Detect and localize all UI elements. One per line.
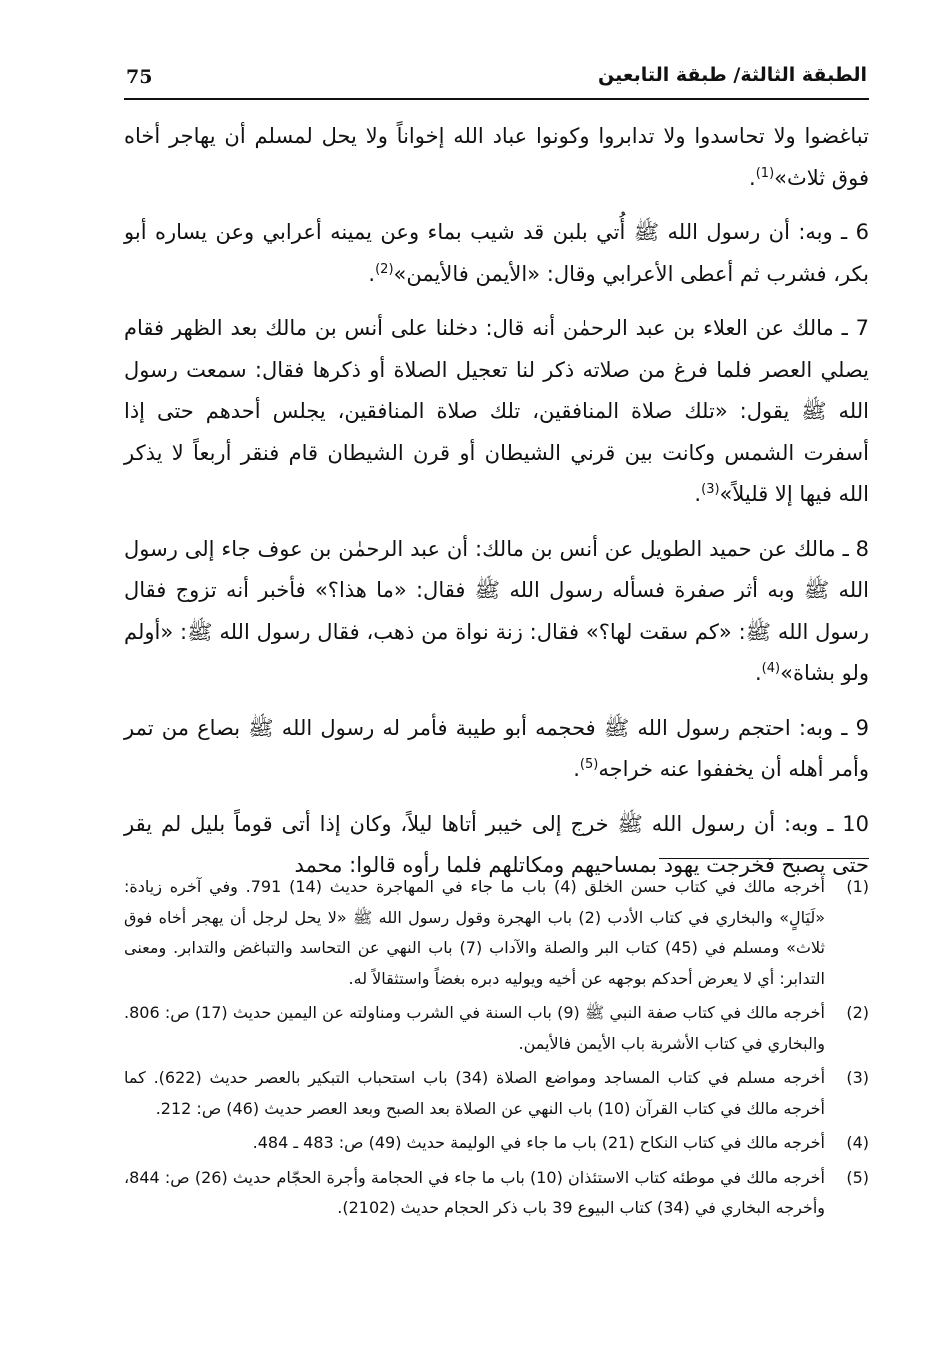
footnote <box>124 872 869 994</box>
footnote-text: أخرجه مالك في كتاب صفة النبي ﷺ (9) باب السنة في الشرب ومناولته عن اليمين حديث (17) ص: 806. والبخاري في كتاب الأشربة باب الأيمن فالأيمن. <box>124 1003 825 1053</box>
footnote-ref: (4) <box>761 661 781 676</box>
page-header <box>124 58 869 100</box>
footnote-text: أخرجه مالك في كتاب النكاح (21) باب ما جاء في الوليمة حديث (49) ص: 483 ـ 484. <box>252 1133 825 1152</box>
paragraph <box>124 308 869 516</box>
footnote-ref: (5) <box>579 757 599 772</box>
footnote-number: (4) <box>846 1133 869 1152</box>
paragraph-end: . <box>573 757 580 781</box>
footnote-ref: (2) <box>375 261 394 277</box>
paragraph-text: 7 ـ مالك عن العلاء بن عبد الرحمٰن أنه قال: دخلنا على أنس بن مالك بعد الظهر فقام يصلي العصر فلما فرغ من صلاته ذكر لنا تعجيل الصلاة أو ذكرها فقال: سمعت رسول الله ﷺ يقول: «تلك صلاة المنافقين، تلك صلاة المنافقين، يجلس أحدهم حتى إذا أسفرت الشمس وكانت بين قرني الشيطان أو قرن الشيطان قام فنقر أربعاً لا يذكر الله فيها إلا قليلاً» <box>124 316 869 506</box>
footnote-number: (5) <box>846 1167 869 1187</box>
page-number: 75 <box>126 66 153 88</box>
footnote-number: (1) <box>846 877 869 896</box>
footnote-ref: (3) <box>701 482 720 497</box>
footnote <box>124 1128 869 1159</box>
paragraph-text: 9 ـ وبه: احتجم رسول الله ﷺ فحجمه أبو طيبة فأمر له رسول الله ﷺ بصاع من تمر وأمر أهله أن يخففوا عنه خراجه <box>124 715 869 781</box>
main-text <box>124 116 869 900</box>
paragraph-end: . <box>749 165 756 190</box>
paragraph-end: . <box>694 482 702 506</box>
paragraph <box>124 529 869 695</box>
running-head: الطبقة الثالثة/ طبقة التابعين <box>598 64 867 86</box>
footnote-text: أخرجه مالك في موطئه كتاب الاستئذان (10) باب ما جاء في الحجامة وأجرة الحجّام حديث (26) ص: 844، وأخرجه البخاري في (34) كتاب البيوع 39 باب ذكر الحجام حديث (2102). <box>124 1167 825 1217</box>
paragraph-end: . <box>754 661 762 685</box>
footnote-text: أخرجه مالك في كتاب حسن الخلق (4) باب ما جاء في المهاجرة حديث (14) 791. وفي آخره زيادة: «لَيَالٍ» والبخاري في كتاب الأدب (2) باب الهجرة وقول رسول الله ﷺ «لا يحل لرجل أن يهجر أخاه فوق ثلاث» ومسلم في (45) كتاب البر والصلة والآداب (7) باب النهي عن التحاسد والتباغض والتدابر. ومعنى التدابر: أي لا يعرض أحدكم بوجهه عن أخيه ويوليه دبره بغضاً واستثقالاً له. <box>124 877 826 988</box>
footnote-ref: (1) <box>755 165 775 181</box>
footnote <box>124 1163 869 1224</box>
paragraph <box>124 708 869 791</box>
paragraph-text: 8 ـ مالك عن حميد الطويل عن أنس بن مالك: أن عبد الرحمٰن بن عوف جاء إلى رسول الله ﷺ وبه أثر صفرة فسأله رسول الله ﷺ فقال: «ما هذا؟» فأخبر أنه تزوج فقال رسول الله ﷺ: «كم سقت لها؟» فقال: زنة نواة من ذهب، فقال رسول الله ﷺ: «أولم ولو بشاة» <box>124 536 869 685</box>
paragraph-text: تباغضوا ولا تحاسدوا ولا تدابروا وكونوا عباد الله إخواناً ولا يحل لمسلم أن يهاجر أخاه فوق ثلاث» <box>124 124 869 190</box>
footnote-number: (2) <box>846 1003 869 1022</box>
paragraph-text: 6 ـ وبه: أن رسول الله ﷺ أُتي بلبن قد شيب بماء وعن يمينه أعرابي وعن يساره أبو بكر، فشرب ثم أعطى الأعرابي وقال: «الأيمن فالأيمن» <box>124 220 869 286</box>
paragraph-text: 10 ـ وبه: أن رسول الله ﷺ خرج إلى خيبر أتاها ليلاً، وكان إذا أتى قوماً بليل لم يقر حتى يصبح فخرجت يهود بمساحيهم ومكاتلهم فلما رأوه قالوا: محمد <box>124 811 869 877</box>
footnote-text: أخرجه مسلم في كتاب المساجد ومواضع الصلاة (34) باب استحباب التبكير بالعصر حديث (622). كما أخرجه مالك في كتاب القرآن (10) باب النهي عن الصلاة بعد الصبح وبعد العصر حديث (46) ص: 212. <box>124 1068 826 1118</box>
footnote-number: (3) <box>846 1068 869 1087</box>
footnote-separator <box>659 858 869 859</box>
footnote <box>124 998 869 1059</box>
paragraph <box>124 212 869 295</box>
footnote <box>124 1063 869 1124</box>
footnotes <box>124 872 869 1228</box>
paragraph <box>124 116 869 199</box>
paragraph-end: . <box>368 261 376 286</box>
